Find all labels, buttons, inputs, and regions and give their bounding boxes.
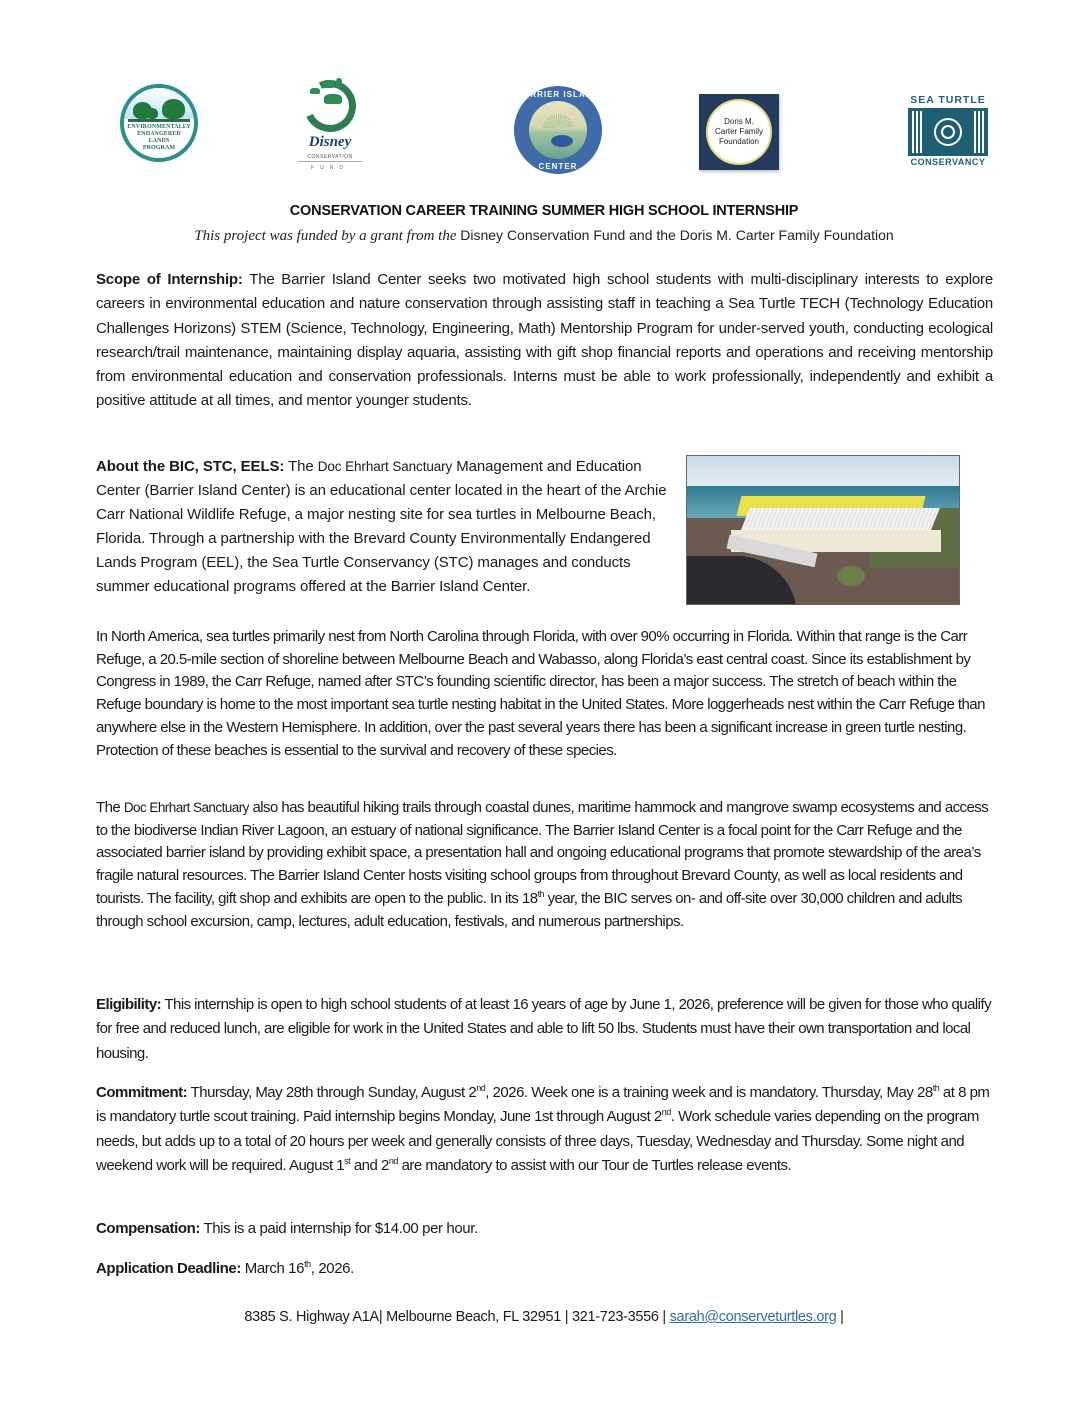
- deadline-section: Application Deadline: March 16th, 2026.: [96, 1259, 354, 1277]
- scope-section: Scope of Internship: The Barrier Island Center seeks two motivated high school students with multi-disciplinary interests to explore careers in environmental education and nature conservation through assisting staff in teaching a Sea Turtle TECH (Technology Education Challenges Horizons) STEM (Science, Technology, Engineering, Math) Mentorship Program for under-served youth, conducting ecological research/trail maintenance, maintaining display aquaria, assisting with gift shop financial reports and operations and receiving mentorship from environmental education and conservation professionals. Interns must be able to work professionally, independently and exhibit a positive attitude at all times, and mentor younger students.: [96, 271, 993, 410]
- page-title: CONSERVATION CAREER TRAINING SUMMER HIGH SCHOOL INTERNSHIP: [289, 203, 799, 219]
- turtle-icon: [551, 135, 573, 147]
- compensation-section: Compensation: This is a paid internship for $14.00 per hour.: [96, 1220, 478, 1237]
- barrier-island-center-photo: [686, 455, 960, 605]
- doris-carter-foundation-logo: Doris M. Carter Family Foundation: [699, 94, 779, 170]
- about-section: About the BIC, STC, EELS: The Doc Ehrhart Sanctuary Management and Education Center (Barrier Island Center) is an educational center located in the heart of the Archie Carr National Wildlife Refuge, a major nesting site for sea turtles in Melbourne Beach, Florida. Through a partnership with the Brevard County Environmentally Endangered Lands Program (EEL), the Sea Turtle Conservancy (STC) manages and conducts summer educational programs offered at the Barrier Island Center.: [96, 458, 667, 595]
- commitment-label: Commitment:: [96, 1084, 188, 1101]
- commitment-section: Commitment: Thursday, May 28th through Sunday, August 2nd, 2026. Week one is a training week and is mandatory. Thursday, May 28th at 8 pm is mandatory turtle scout training. Paid internship begins Monday, June 1st through August 2nd. Work schedule varies depending on the program needs, but adds up to a total of 20 hours per week and generally consists of three days, Tuesday, Wednesday and Thursday. Some night and weekend work will be required. August 1st and 2nd are mandatory to assist with our Tour de Turtles release events.: [96, 1083, 990, 1174]
- sanctuary-section: The Doc Ehrhart Sanctuary also has beautiful hiking trails through coastal dunes, maritime hammock and mangrove swamp ecosystems and access to the biodiverse Indian River Lagoon, an estuary of national significance. The Barrier Island Center is a focal point for the Carr Refuge and the associated barrier island by providing exhibit space, a presentation hall and ongoing educational programs that promote stewardship of the area’s fragile natural resources. The Barrier Island Center hosts visiting school groups from throughout Brevard County, as well as local residents and tourists. The facility, gift shop and exhibits are open to the public. In its 18th year, the BIC serves on- and off-site over 30,000 children and adults through school excursion, camp, lectures, adult education, festivals, and numerous partnerships.: [96, 799, 989, 930]
- eel-program-logo: ENVIRONMENTALLY ENDANGERED LANDS PROGRAM: [120, 84, 198, 162]
- deadline-label: Application Deadline:: [96, 1260, 241, 1277]
- funding-subtitle: This project was funded by a grant from the Disney Conservation Fund and the Doris M. Carter Family Foundation: [194, 227, 894, 244]
- logo-row: [0, 74, 1088, 182]
- turtle-shell-icon: [934, 118, 962, 146]
- contact-footer: 8385 S. Highway A1A| Melbourne Beach, FL 32951 | 321-723-3556 | sarah@conserveturtles.org |: [244, 1309, 844, 1325]
- about-label: About the BIC, STC, EELS:: [96, 458, 285, 475]
- barrier-island-center-logo: BARRIER ISLAND CENTER: [514, 86, 602, 174]
- scope-label: Scope of Internship:: [96, 271, 243, 288]
- disney-conservation-fund-logo: Disney CONSERVATION FUND: [298, 74, 362, 174]
- email-link[interactable]: sarah@conserveturtles.org: [669, 1309, 837, 1325]
- compensation-label: Compensation:: [96, 1220, 200, 1237]
- north-america-section: In North America, sea turtles primarily nest from North Carolina through Florida, with over 90% occurring in Florida. Within that range is the Carr Refuge, a 20.5-mile section of shoreline between Melbourne Beach and Wabasso, along Florida’s east central coast. Since its establishment by Congress in 1989, the Carr Refuge, named after STC’s founding scientific director, has been a major success. The stretch of beach within the Refuge boundary is home to the most important sea turtle nesting habitat in the United States. More loggerheads nest within the Carr Refuge than anywhere else in the Western Hemisphere. In addition, over the past several years there has been a significant increase in green turtle nesting. Protection of these beaches is essential to the survival and recovery of these species.: [96, 628, 985, 759]
- eligibility-section: Eligibility: This internship is open to high school students of at least 16 years of age by June 1, 2026, preference will be given for those who qualify for free and reduced lunch, are eligible for work in the United States and able to lift 50 lbs. Students must have their own transportation and local housing.: [96, 996, 992, 1062]
- sea-turtle-conservancy-logo: SEA TURTLE CONSERVANCY: [906, 94, 990, 174]
- eligibility-label: Eligibility:: [96, 996, 162, 1013]
